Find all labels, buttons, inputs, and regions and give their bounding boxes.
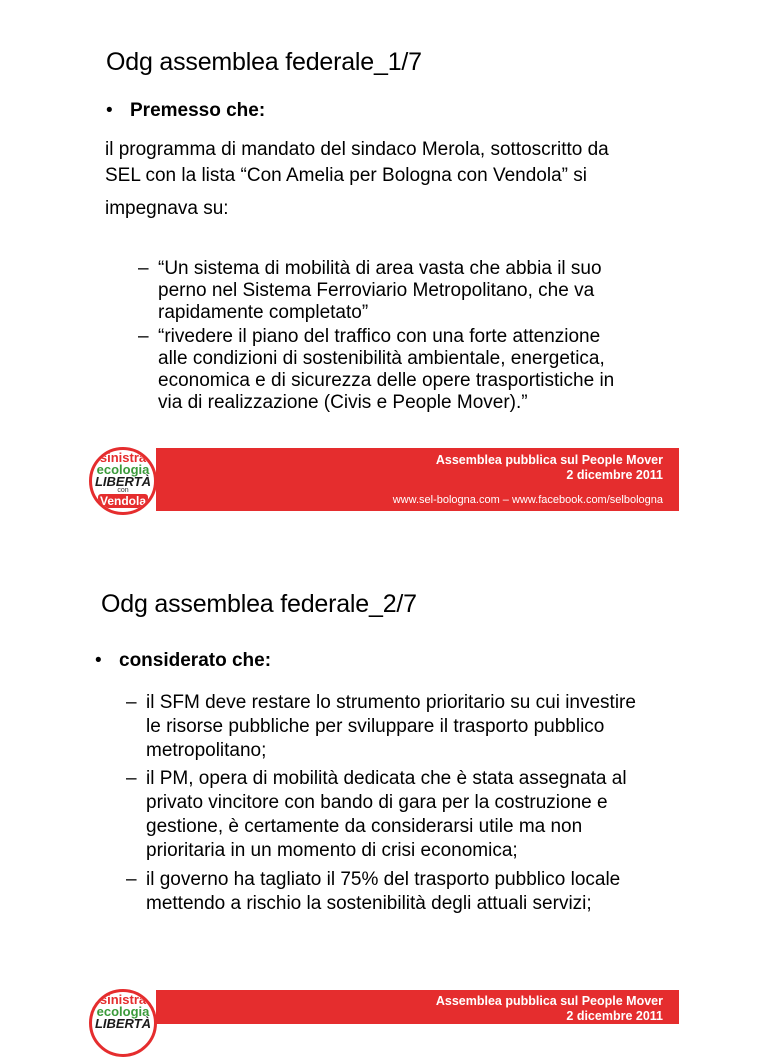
- slide-1-item-2-line-2: alle condizioni di sostenibilità ambientale, energetica,: [158, 348, 605, 369]
- slide-2-item-2-line-1: il PM, opera di mobilità dedicata che è stata assegnata al: [146, 768, 627, 789]
- slide-2-footer-bar: [156, 990, 679, 1024]
- slide-1-intro-line-3: impegnava su:: [105, 198, 229, 219]
- logo-text-vendola: Vendola: [99, 494, 146, 508]
- slide-2-item-3-line-2: mettendo a rischio la sostenibilità degli attuali servizi;: [146, 893, 592, 914]
- slide-1-intro-line-1: il programma di mandato del sindaco Merola, sottoscritto da: [105, 139, 609, 160]
- logo-text-liberta: LIBERTÀ: [94, 474, 152, 489]
- slide-2-item-2: [126, 767, 627, 863]
- slide-2-item-3: [126, 868, 620, 916]
- dash-icon: –: [138, 258, 149, 279]
- dash-icon: –: [126, 692, 137, 713]
- logo-text-ecologia: ecologia: [96, 462, 150, 477]
- logo-text-ecologia: ecologia: [96, 1004, 150, 1019]
- logo-text-con: con: [117, 487, 129, 494]
- slide-2-bullet: [95, 650, 271, 672]
- slide-1-item-2-line-3: economica e di sicurezza delle opere trasportistiche in: [158, 370, 615, 391]
- slide-1-bullet-text: Premesso che:: [130, 100, 266, 121]
- slide-2-item-1-line-1: il SFM deve restare lo strumento prioritario su cui investire: [146, 692, 636, 713]
- slide-1-item-1-line-1: “Un sistema di mobilità di area vasta che abbia il suo: [158, 258, 602, 279]
- logo-text-liberta: LIBERTÀ: [94, 1016, 152, 1031]
- slide-1-intro-line-2: SEL con la lista “Con Amelia per Bologna con Vendola” si: [105, 165, 587, 186]
- slide-1-item-2-line-4: via di realizzazione (Civis e People Mover).”: [158, 392, 528, 413]
- bullet-dot-icon: •: [95, 650, 102, 671]
- slide-2-item-3-line-1: il governo ha tagliato il 75% del trasporto pubblico locale: [146, 869, 621, 890]
- logo-text-sinistra: sinistra: [99, 992, 147, 1007]
- footer-event-date: 2 dicembre 2011: [566, 1009, 663, 1023]
- footer-links: www.sel-bologna.com – www.facebook.com/selbologna: [392, 494, 663, 506]
- slide-1-footer-bar: [156, 448, 679, 511]
- footer-event-title: Assemblea pubblica sul People Mover: [435, 994, 663, 1008]
- dash-icon: –: [138, 326, 149, 347]
- slide-2-bullet-text: considerato che:: [119, 650, 272, 671]
- sel-logo: [89, 447, 157, 515]
- slide-2-item-1-line-2: le risorse pubbliche per sviluppare il trasporto pubblico: [146, 716, 605, 737]
- slide-1-item-2-line-1: “rivedere il piano del traffico con una forte attenzione: [158, 326, 601, 347]
- slide-1-bullet: [106, 100, 265, 122]
- dash-icon: –: [126, 768, 137, 789]
- slide-1-item-1: [138, 258, 602, 324]
- footer-event-date: 2 dicembre 2011: [566, 468, 663, 482]
- slide-1-item-1-line-3: rapidamente completato”: [158, 302, 369, 323]
- footer-event-title: Assemblea pubblica sul People Mover: [435, 453, 663, 467]
- slide-2-item-1: [126, 691, 636, 763]
- slide-2-item-2-line-3: gestione, è certamente da considerarsi utile ma non: [146, 816, 583, 837]
- dash-icon: –: [126, 869, 137, 890]
- slide-1-item-1-line-2: perno nel Sistema Ferroviario Metropolitano, che va: [158, 280, 595, 301]
- slide-1-item-2: [138, 326, 614, 414]
- slide-2-item-2-line-4: prioritaria in un momento di crisi economica;: [146, 840, 518, 861]
- sel-logo: [89, 989, 157, 1057]
- bullet-dot-icon: •: [106, 100, 113, 121]
- slide-1-title: Odg assemblea federale_1/7: [106, 48, 422, 76]
- logo-text-sinistra: sinistra: [99, 450, 147, 465]
- slide-2-item-2-line-2: privato vincitore con bando di gara per la costruzione e: [146, 792, 608, 813]
- slide-2-item-1-line-3: metropolitano;: [146, 740, 267, 761]
- slide-2-title: Odg assemblea federale_2/7: [101, 590, 417, 618]
